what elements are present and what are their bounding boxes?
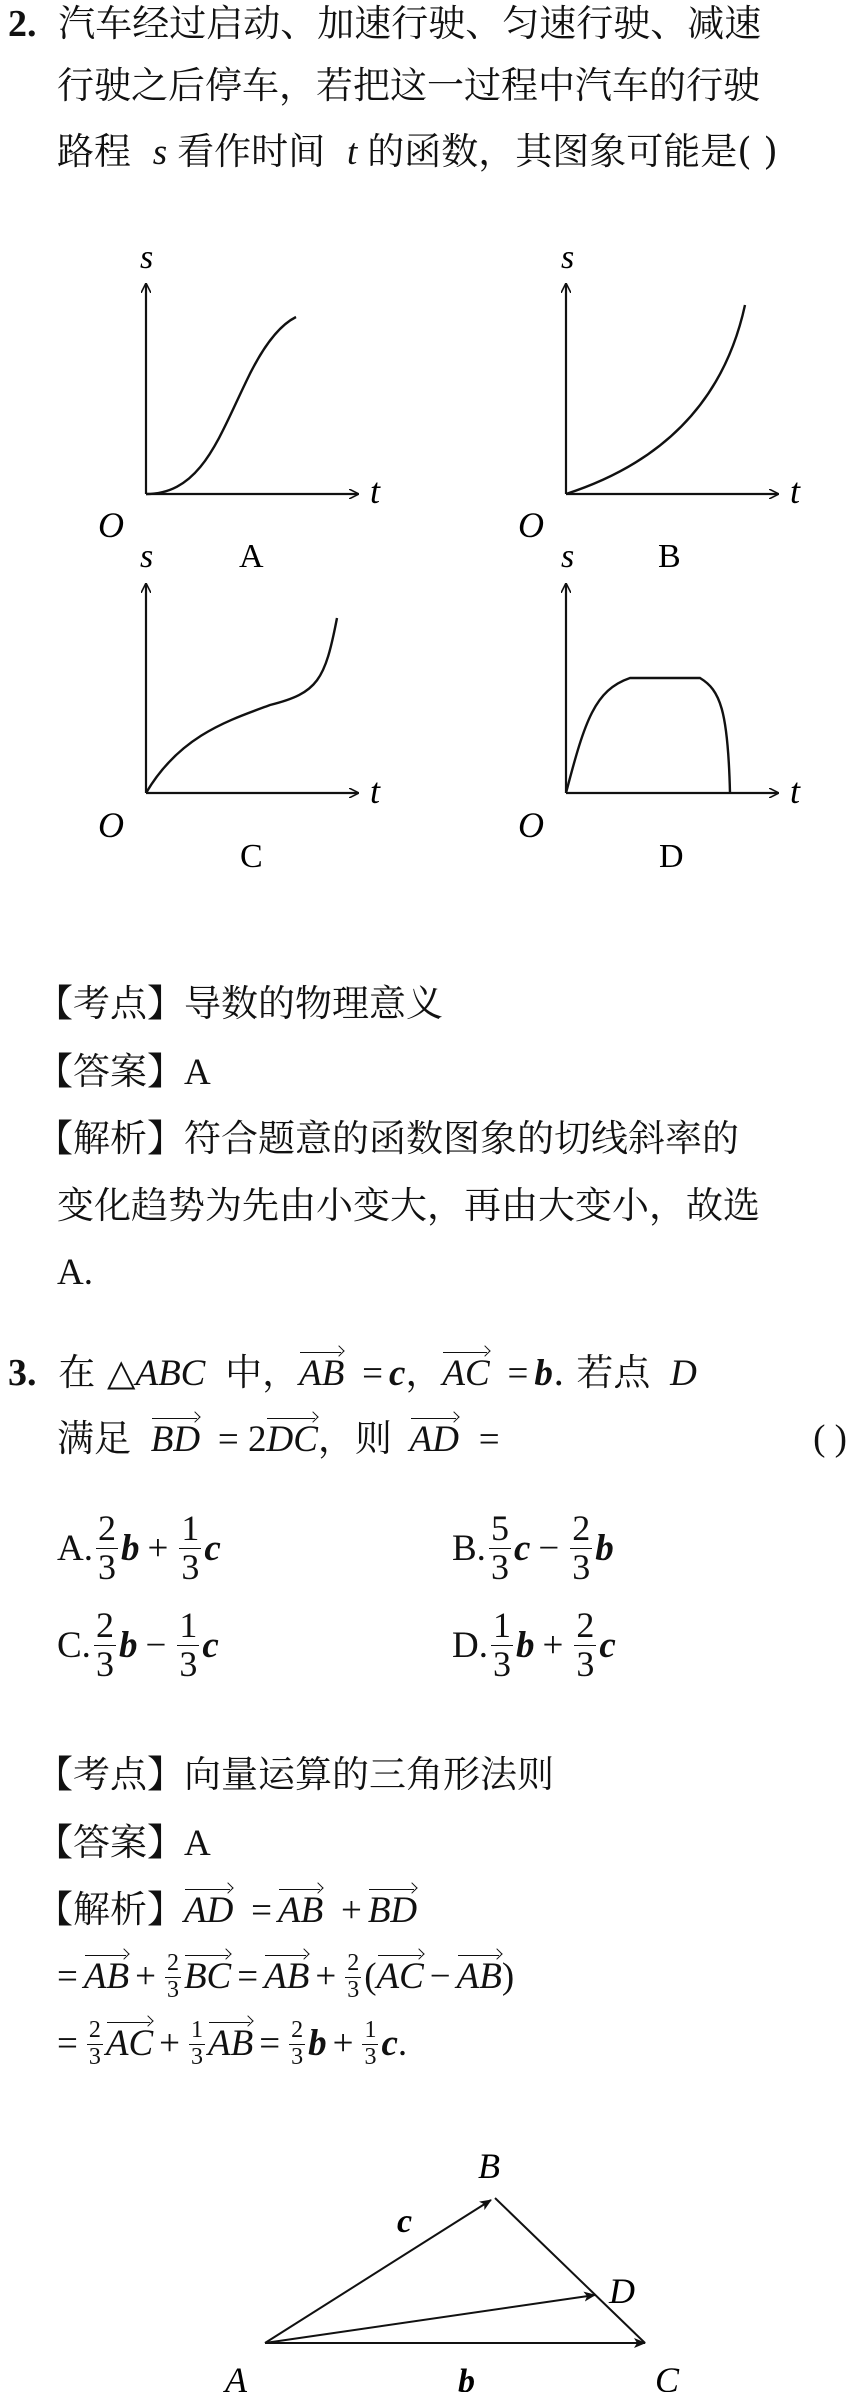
sol2-lp: ( [364,1956,377,1997]
graph-b-x-label: t [790,471,801,511]
sol3-b: b [308,2023,327,2064]
graph-A [146,284,358,494]
q3-stem-line2 [57,1413,847,1466]
q2-stem-text3a: 路程 [57,130,131,173]
vector-ad [265,2295,595,2343]
q2-number: 2. [8,3,37,45]
q3-option-a [57,1510,221,1587]
option-a-v1: b [120,1527,140,1569]
q3-kaodian-tag: 【考点】 [36,1753,184,1796]
sol2-bc: BC [184,1951,231,2003]
q3-point-d: D [670,1353,697,1394]
graph-a-y-label: s [140,239,154,276]
vector-b-label: b [458,2363,475,2392]
vector-ab [265,2200,491,2343]
sol3-ab: AB [208,2018,253,2070]
q2-kaodian-text: 导数的物理意义 [184,982,443,1025]
option-d-label: D. [452,1624,488,1666]
q3-jiexi-line3 [57,2018,407,2070]
q2-var-t: t [346,132,358,173]
sol-eq: = [251,1890,272,1931]
q3-stem-c: . 若点 [552,1351,651,1394]
option-b-label: B. [452,1527,486,1569]
q3-triangle-diagram [0,2110,857,2392]
sol2-ab2: AB [264,1951,309,2003]
q3-eq1: = [362,1353,383,1394]
q3-answer-paren: ( ) [813,1418,847,1459]
option-b-op: − [538,1527,560,1569]
option-a-v2: c [204,1527,221,1569]
sol3-plus2: + [332,2023,354,2064]
graph-b-origin: O [518,505,544,545]
sol3-c: c [381,2023,398,2064]
option-c-frac2: $\frac{1}{3}$ [179,1605,198,1684]
q3-option-d [452,1607,616,1684]
sol2-plus: + [135,1956,156,1997]
q3-vec-dc: DC [266,1414,317,1466]
option-d-v2: c [599,1624,616,1666]
option-c-v2: c [202,1624,219,1666]
q3-vec-c: c [388,1353,406,1394]
q2-daan [36,1046,211,1099]
q2-jiexi-line1 [36,1113,739,1165]
sol3-plus: + [159,2023,181,2064]
q3-jiexi-line2 [57,1951,514,2003]
graph-C [146,584,358,793]
sol-bd: BD [368,1885,417,1937]
q3-vec-b: b [534,1353,553,1394]
graph-B [566,284,778,494]
q3-jiexi-tag: 【解析】 [36,1888,184,1931]
sol3-ac: AC [106,2018,153,2070]
graph-a-caption: A [239,538,264,575]
q2-jiexi-line3 [57,1247,93,1299]
option-c-v1: b [118,1624,138,1666]
q3-stem-a: 在 △ [58,1351,136,1394]
option-c-frac1: $\frac{2}{3}$ [95,1605,114,1684]
graph-c-y-label: s [140,538,154,575]
q3-daan [36,1817,211,1870]
point-c-label: C [655,2360,680,2392]
point-a-label: A [225,2360,247,2392]
option-d-v1: b [515,1624,535,1666]
sol2-ab3: AB [457,1951,502,2003]
sol-plus: + [340,1890,362,1931]
graph-D [566,584,778,793]
sol3-frac3: $\frac{2}{3}$ [291,2017,304,2070]
q3-vec-bd: BD [151,1414,200,1466]
q3-vec-ac: AC [442,1348,489,1400]
sol3-eq2: = [259,2023,281,2064]
sol2-minus: − [429,1956,451,1997]
option-a-op: + [147,1527,169,1569]
graph-d-caption: D [659,838,684,875]
graph-a-origin: O [98,505,124,545]
q2-stem-text3c: 的函数，其图象可能是( ) [367,130,778,173]
option-c-label: C. [57,1624,91,1666]
q2-jiexi-text2: 变化趋势为先由小变大，再由大变小，故选 [57,1184,760,1227]
sol2-ab: AB [84,1951,129,2003]
q2-daan-tag: 【答案】 [36,1050,184,1093]
sol2-eq2: = [237,1956,259,1997]
graph-c-caption: C [240,838,263,875]
sol-ab: AB [278,1885,323,1937]
q3-vec-ad: AD [410,1414,459,1466]
sol2-frac: $\frac{2}{3}$ [166,1950,179,2003]
q2-kaodian-tag: 【考点】 [36,982,184,1025]
q3-line2-a: 满足 [57,1417,131,1460]
q2-jiexi-text3: A. [57,1252,93,1293]
q2-daan-text: A [184,1052,211,1093]
q2-stem-text1: 汽车经过启动、加速行驶、匀速行驶、减速 [58,2,762,45]
sol2-rp: ) [501,1956,515,1997]
sol-ad: AD [184,1885,233,1937]
option-d-frac1: $\frac{1}{3}$ [492,1605,511,1684]
option-b-frac2: $\frac{2}{3}$ [572,1508,591,1587]
q3-daan-tag: 【答案】 [36,1821,184,1864]
graph-c-origin: O [98,805,124,845]
vector-c-label: c [397,2203,413,2240]
q3-daan-text: A [184,1823,211,1864]
sol3-frac4: $\frac{1}{3}$ [364,2017,377,2070]
option-a-label: A. [57,1527,93,1569]
graph-d-origin: O [518,805,544,845]
option-b-v1: c [513,1527,531,1569]
q3-eq3: = [478,1419,500,1460]
sol3-eq: = [57,2023,78,2064]
graph-d-x-label: t [790,771,801,811]
sol2-plus2: + [315,1956,337,1997]
q3-eq2: = [507,1353,529,1394]
graph-b-caption: B [658,538,681,575]
option-b-v2: b [595,1527,614,1569]
sol3-dot: . [397,2023,408,2064]
q3-option-b [452,1510,614,1587]
point-b-label: B [478,2146,500,2186]
point-d-label: D [609,2271,635,2311]
q3-stem-b: 中， [225,1351,300,1394]
q3-stem-line1 [8,1347,697,1400]
option-d-op: + [542,1624,564,1666]
sol2-eq: = [57,1956,78,1997]
option-c-op: − [145,1624,167,1666]
q2-jiexi-line2 [57,1180,760,1232]
q3-comma: ， [405,1351,443,1394]
option-a-frac1: $\frac{2}{3}$ [97,1508,116,1587]
q2-stem-text2: 行驶之后停车，若把这一过程中汽车的行驶 [57,64,760,107]
option-a-frac2: $\frac{1}{3}$ [181,1508,200,1587]
q3-line2-b: ，则 [317,1417,392,1460]
q2-stem-text3b: 看作时间 [177,130,326,173]
q2-jiexi-tag: 【解析】 [36,1117,184,1160]
q3-option-c [57,1607,219,1684]
graph-c-x-label: t [370,771,381,811]
q3-kaodian-text: 向量运算的三角形法则 [184,1753,554,1796]
option-b-frac1: $\frac{5}{3}$ [490,1508,509,1587]
q3-eq-2: = 2 [217,1419,267,1460]
sol3-frac2: $\frac{1}{3}$ [191,2017,204,2070]
option-d-frac2: $\frac{2}{3}$ [576,1605,595,1684]
q2-graphs [0,0,857,900]
q3-triangle-abc: ABC [135,1353,206,1394]
sol2-ac: AC [377,1951,424,2003]
graph-b-y-label: s [561,239,575,276]
q2-jiexi-text1: 符合题意的函数图象的切线斜率的 [184,1117,739,1160]
q2-kaodian [36,978,443,1030]
q3-jiexi-line1 [36,1884,417,1937]
q2-var-s: s [152,132,168,173]
sol3-frac1: $\frac{2}{3}$ [88,2017,101,2070]
sol2-frac2: $\frac{2}{3}$ [347,1950,360,2003]
q3-number: 3. [8,1352,37,1394]
q3-kaodian [36,1749,554,1801]
q3-vec-ab: AB [299,1348,344,1400]
graph-d-y-label: s [561,538,575,575]
graph-a-x-label: t [370,471,381,511]
